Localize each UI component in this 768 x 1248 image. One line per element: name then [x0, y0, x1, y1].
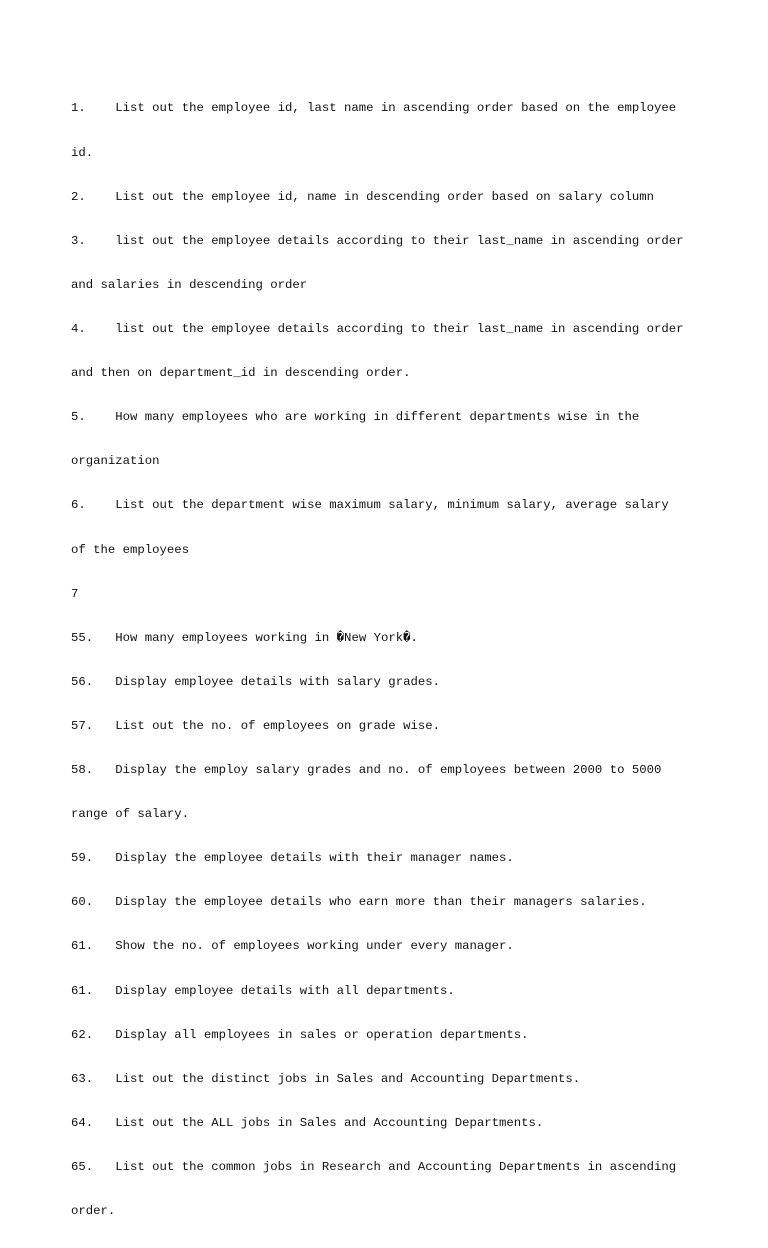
- document-line: 6. List out the department wise maximum salary, minimum salary, average salary: [71, 498, 669, 513]
- document-line: 56. Display employee details with salary grades.: [71, 674, 440, 689]
- document-line: 58. Display the employ salary grades and no. of employees between 2000 to 5000: [71, 763, 662, 778]
- document-line: 57. List out the no. of employees on grade wise.: [71, 718, 440, 733]
- document-line: id.: [71, 145, 94, 160]
- document-line: 2. List out the employee id, name in descending order based on salary column: [71, 189, 654, 204]
- document-line: 65. List out the common jobs in Research and Accounting Departments in ascending: [71, 1160, 677, 1175]
- document-line: range of salary.: [71, 807, 190, 822]
- document-line: 62. Display all employees in sales or operation departments.: [71, 1027, 529, 1042]
- document-line: 60. Display the employee details who earn more than their managers salaries.: [71, 895, 647, 910]
- document-line: 3. list out the employee details according to their last_name in ascending order: [71, 233, 684, 248]
- document-line: 1. List out the employee id, last name in ascending order based on the employee: [71, 101, 677, 116]
- document-line: 59. Display the employee details with their manager names.: [71, 851, 514, 866]
- document-line: 55. How many employees working in �New York�.: [71, 630, 418, 645]
- document-line: 63. List out the distinct jobs in Sales and Accounting Departments.: [71, 1071, 581, 1086]
- document-line: 7: [71, 586, 79, 601]
- document-line: 61. Show the no. of employees working under every manager.: [71, 939, 514, 954]
- document-line: of the employees: [71, 542, 190, 557]
- document-line: organization: [71, 454, 160, 469]
- document-body: [71, 72, 711, 1248]
- document-line: and salaries in descending order: [71, 277, 308, 292]
- document-line: 64. List out the ALL jobs in Sales and Accounting Departments.: [71, 1115, 544, 1130]
- document-line: 61. Display employee details with all departments.: [71, 983, 455, 998]
- document-line: 4. list out the employee details according to their last_name in ascending order: [71, 321, 684, 336]
- document-line: and then on department_id in descending order.: [71, 366, 411, 381]
- document-line: 5. How many employees who are working in different departments wise in the: [71, 410, 640, 425]
- document-line: order.: [71, 1204, 116, 1219]
